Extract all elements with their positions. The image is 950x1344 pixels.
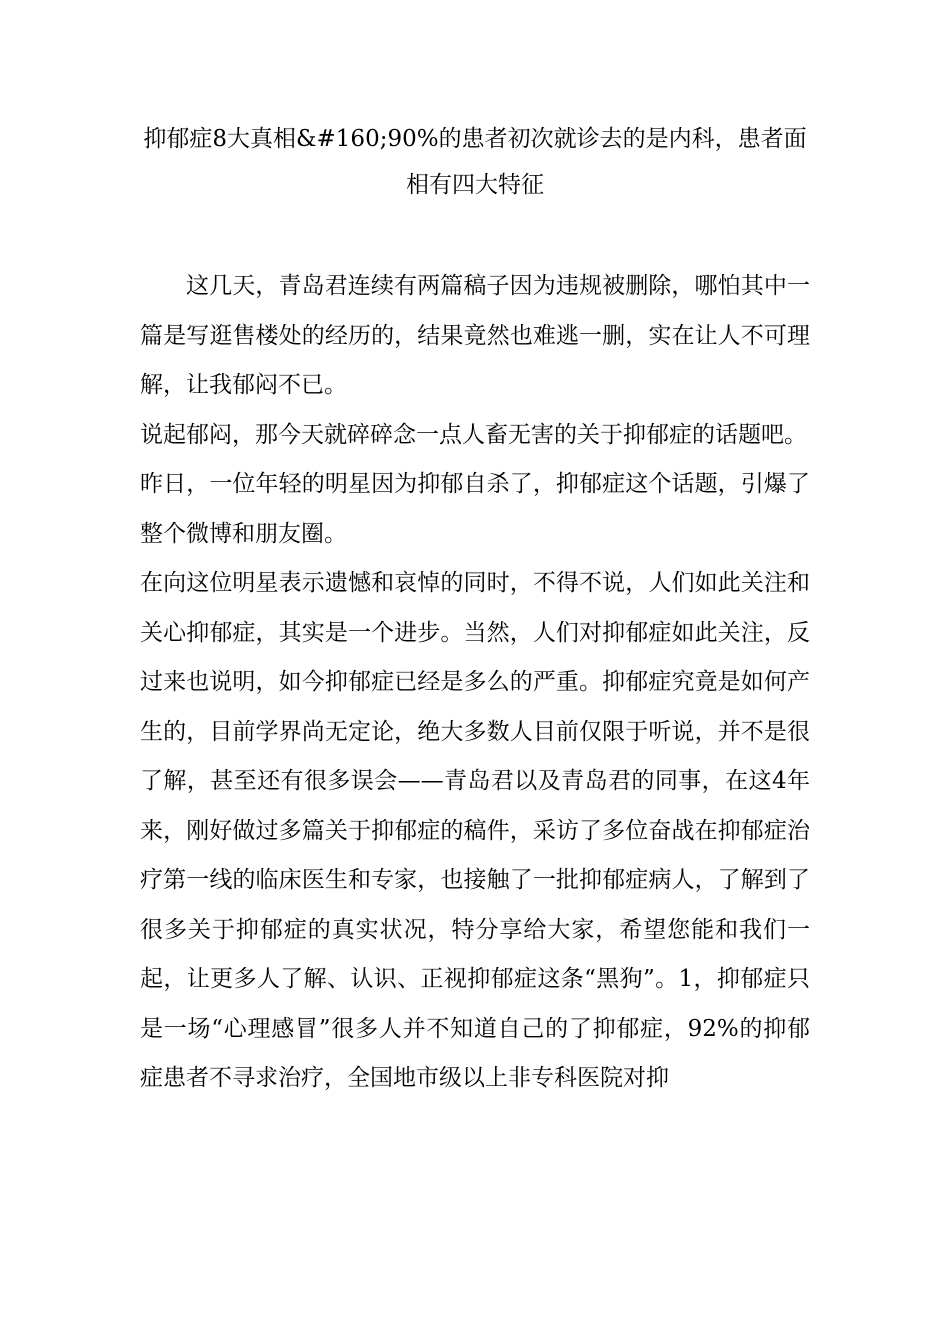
document-title: 抑郁症8大真相&#160;90%的患者初次就诊去的是内科，患者面相有四大特征 <box>143 126 807 198</box>
document-body <box>140 262 810 1104</box>
paragraph-3: 昨日，一位年轻的明星因为抑郁自杀了，抑郁症这个话题，引爆了整个微博和朋友圈。 <box>140 471 810 547</box>
paragraph-4: 在向这位明星表示遗憾和哀悼的同时，不得不说，人们如此关注和关心抑郁症，其实是一个进步。当然，人们对抑郁症如此关注，反过来也说明，如今抑郁症已经是多么的严重。抑郁症究竟是如何产生的，目前学界尚无定论，绝大多数人目前仅限于听说，并不是很了解，甚至还有很多误会——青岛君以及青岛君的同事，在这4年来，刚好做过多篇关于抑郁症的稿件，采访了多位奋战在抑郁症治疗第一线的临床医生和专家，也接触了一批抑郁症病人，了解到了很多关于抑郁症的真实状况，特分享给大家，希望您能和我们一起，让更多人了解、认识、正视抑郁症这条“黑狗”。1，抑郁症只是一场“心理感冒”很多人并不知道自己的了抑郁症，92%的抑郁症患者不寻求治疗，全国地市级以上非专科医院对抑 <box>140 570 810 1091</box>
paragraph-2: 说起郁闷，那今天就碎碎念一点人畜无害的关于抑郁症的话题吧。 <box>140 421 807 448</box>
paragraph-1: 这几天，青岛君连续有两篇稿子因为违规被删除，哪怕其中一篇是写逛售楼处的经历的，结果竟然也难逃一删，实在让人不可理解，让我郁闷不已。 <box>140 273 810 398</box>
